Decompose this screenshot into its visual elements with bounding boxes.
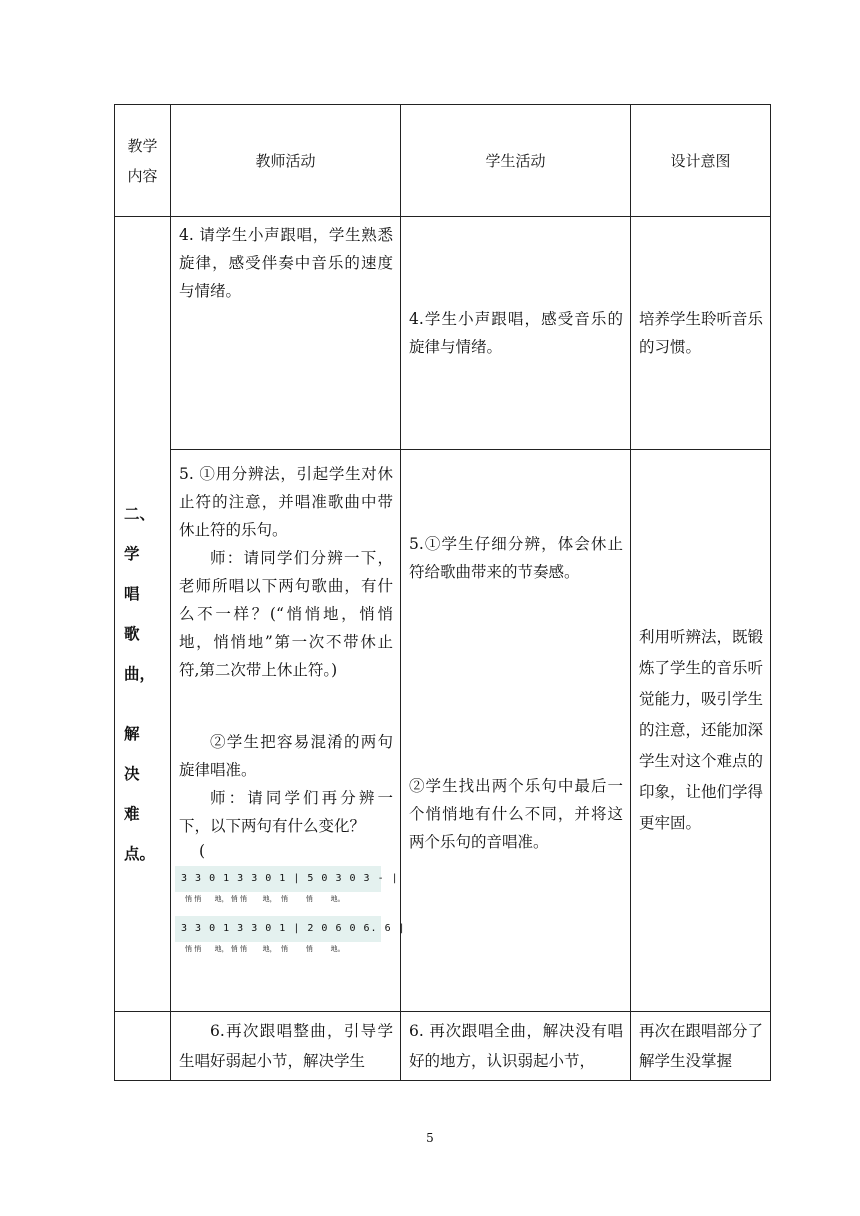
page-number: 5 [426, 1131, 434, 1145]
header-content-line2: 内容 [127, 166, 158, 185]
row2-student-p2: ②学生找出两个乐句中最后一个悄悄地有什么不同，并将这两个乐句的音唱准。 [409, 777, 623, 851]
table-row [115, 1012, 771, 1081]
row3-section [115, 1012, 171, 1081]
header-design: 设计意图 [631, 105, 771, 217]
section-char: 曲， [124, 664, 156, 683]
row2-teacher-p1: 5. ①用分辨法，引起学生对休止符的注意，并唱准歌曲中带休止符的乐句。 [179, 465, 393, 539]
row3-teacher: 6.再次跟唱整曲，引导学生唱好弱起小节，解决学生 [179, 1022, 393, 1070]
row2-teacher [171, 450, 406, 1012]
header-student: 学生活动 [401, 105, 631, 217]
section-char: 学 [124, 544, 140, 563]
header-content [115, 105, 171, 217]
lyric-line-1: 悄 悄 地， 悄 悄 地， 悄 悄 地。 [185, 895, 345, 903]
header-content-line1: 教学 [127, 136, 158, 155]
header-teacher: 教师活动 [171, 105, 401, 217]
section-char: 点。 [124, 844, 156, 863]
section-char: 歌 [124, 624, 140, 643]
section-char: 唱 [124, 584, 140, 603]
table-row [115, 217, 771, 450]
row2-teacher-p2: 师：请同学们分辨一下，老师所唱以下两句歌曲，有什么不一样？(“悄悄地，悄悄地，悄悄地”第一次不带休止符,第二次带上休止符。) [179, 549, 393, 679]
row2-teacher-p4: 师：请同学们再分辨一下，以下两句有什么变化？ [179, 789, 393, 835]
score-line-2: 3 3 0 1 3 3 0 1 | 2 0 6 0 6. 6 | [175, 916, 381, 942]
row3-design: 再次在跟唱部分了解学生没掌握 [639, 1022, 764, 1070]
table-row [115, 450, 771, 1012]
section-char: 决 [124, 764, 140, 783]
header-row [115, 105, 771, 217]
row2-design: 利用听辨法，既锻炼了学生的音乐听觉能力，吸引学生的注意，还能加深学生对这个难点的印象，让他们学得更牢固。 [639, 628, 764, 832]
section-char: 难 [124, 804, 140, 823]
row3-student: 6. 再次跟唱全曲，解决没有唱好的地方，认识弱起小节， [409, 1022, 623, 1070]
section-char: 二、 [124, 504, 156, 523]
row2-student [401, 450, 631, 1012]
score-line-1: 3 3 0 1 3 3 0 1 | 5 0 3 0 3 - | [175, 866, 381, 892]
paren: ( [199, 842, 206, 860]
row1-design: 培养学生聆听音乐的习惯。 [639, 310, 764, 356]
row2-teacher-p3: ②学生把容易混淆的两句旋律唱准。 [179, 733, 393, 779]
lesson-plan-table [114, 104, 771, 1081]
row2-student-p1: 5.①学生仔细分辨，体会休止符给歌曲带来的节奏感。 [409, 535, 623, 581]
spacer [179, 684, 393, 728]
section-label [115, 217, 171, 1012]
section-spacer [124, 694, 170, 714]
section-char: 解 [124, 724, 140, 743]
lyric-line-2: 悄 悄 地， 悄 悄 地， 悄 悄 地。 [185, 945, 345, 953]
row1-teacher: 4. 请学生小声跟唱，学生熟悉旋律，感受伴奏中音乐的速度与情绪。 [179, 226, 393, 300]
row1-student: 4.学生小声跟唱，感受音乐的旋律与情绪。 [409, 310, 623, 356]
